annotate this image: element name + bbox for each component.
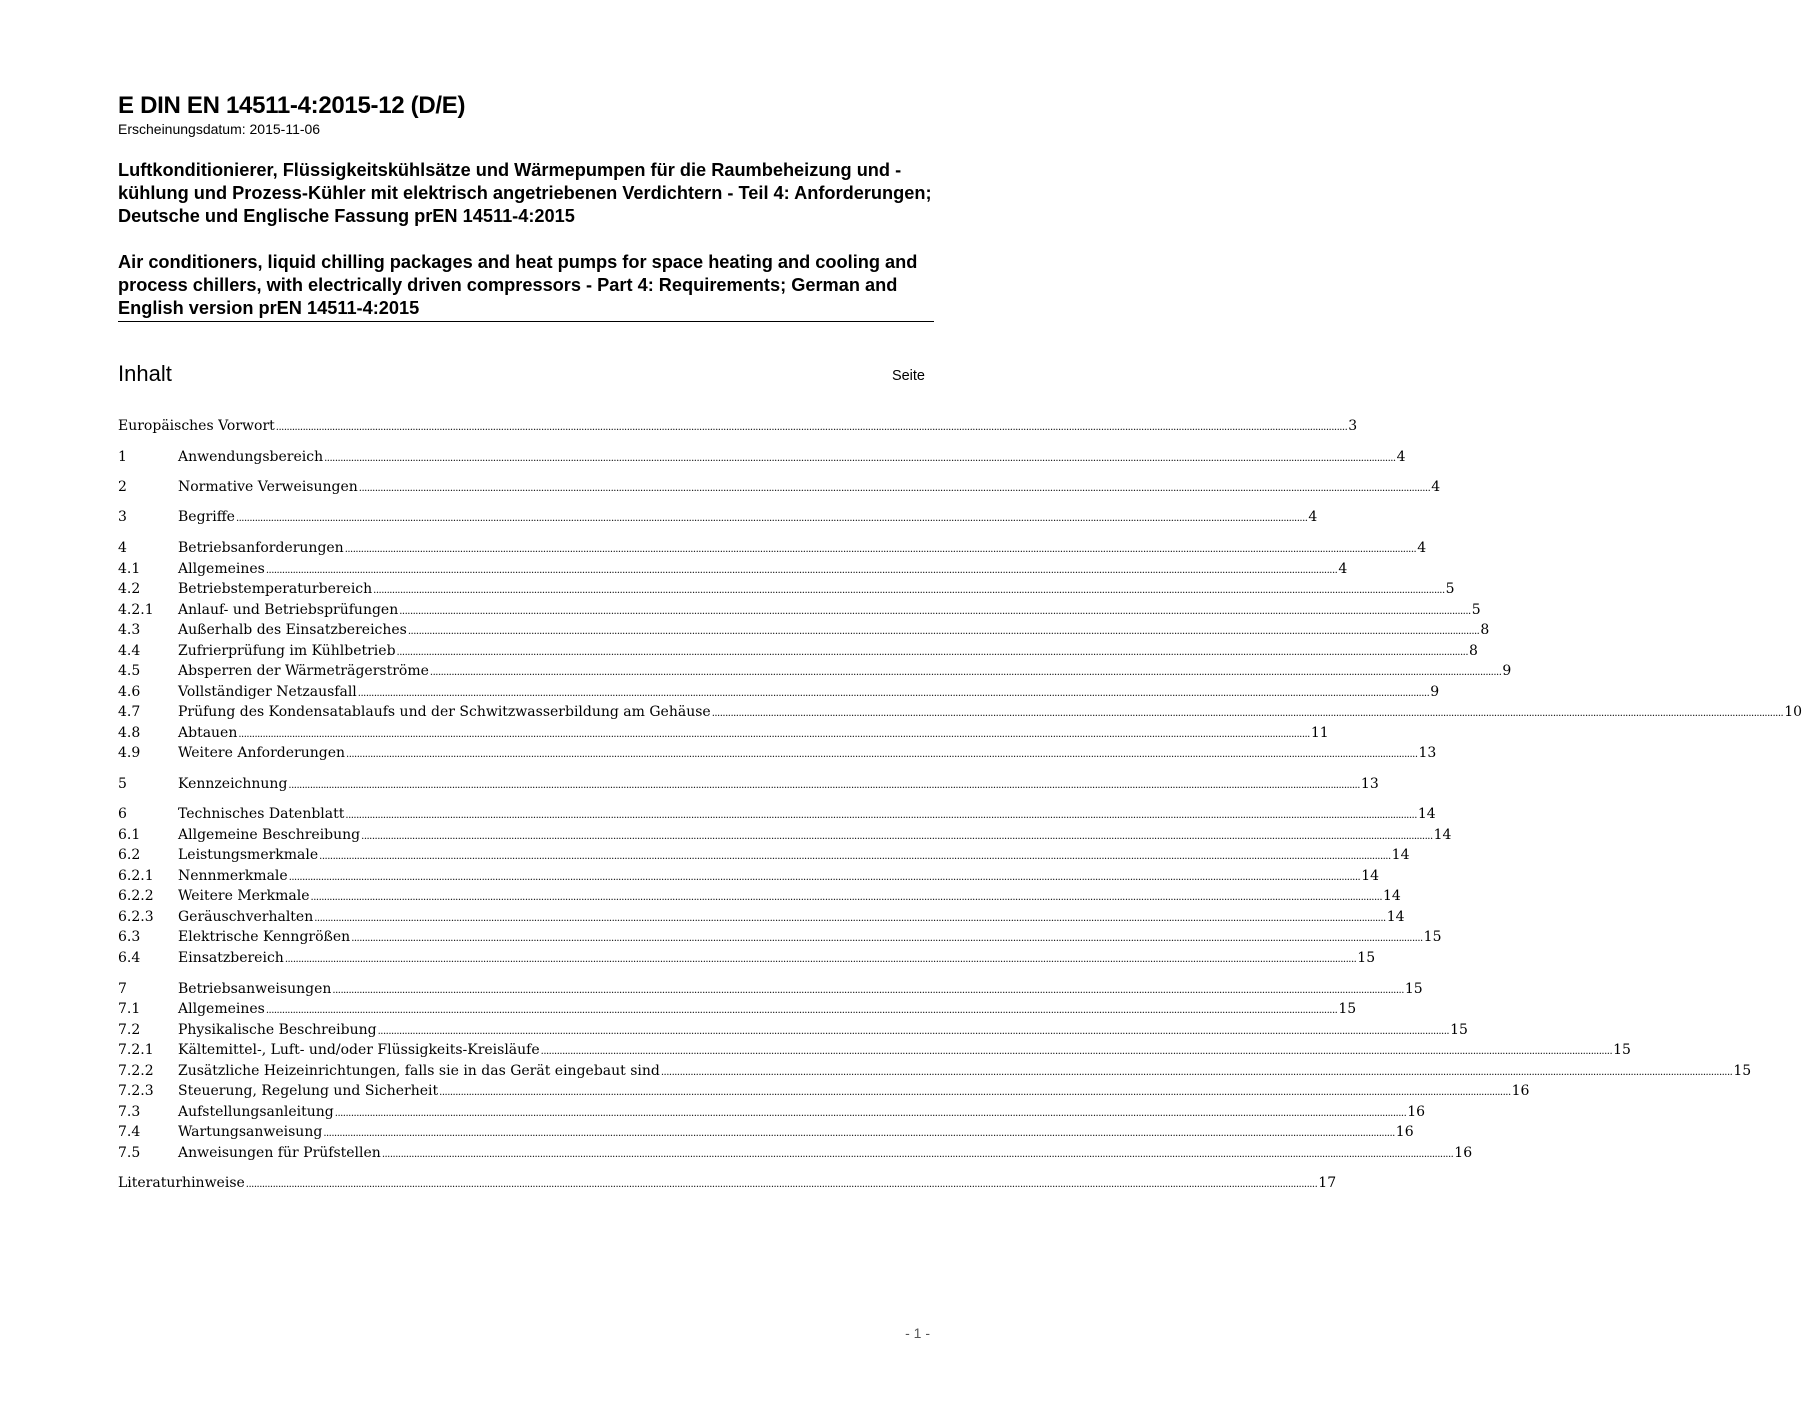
toc-entry-page: 16	[1395, 1124, 1414, 1140]
toc-entry-number: 6.2.2	[118, 888, 154, 904]
toc-leader-dots: ................................................................................................................................................................................................................................................................................................................................................................................................................	[429, 667, 1502, 678]
toc-entry-label: Geräuschverhalten	[178, 909, 314, 925]
toc-entry-label: Steuerung, Regelung und Sicherheit	[178, 1083, 439, 1099]
toc-entry[interactable]	[118, 684, 1440, 704]
toc-entry-label: Absperren der Wärmeträgerströme	[178, 663, 429, 679]
toc-entry[interactable]	[118, 643, 1478, 663]
toc-entry-label: Leistungsmerkmale	[178, 847, 319, 863]
toc-entry-page: 14	[1433, 827, 1452, 843]
toc-entry-label: Betriebsanforderungen	[178, 540, 344, 556]
toc-entry[interactable]	[118, 929, 1442, 949]
toc-entry-page: 9	[1502, 663, 1512, 679]
toc-entry-number: 4.7	[118, 704, 141, 720]
toc-leader-dots: ................................................................................................................................................................................................................................................................................................................................................................................................................	[381, 1149, 1454, 1160]
toc-entry-label: Weitere Anforderungen	[178, 745, 346, 761]
toc-entry-page: 16	[1511, 1083, 1530, 1099]
toc-entry[interactable]	[118, 622, 1490, 642]
toc-entry-number: 4.4	[118, 643, 141, 659]
toc-entry[interactable]	[118, 602, 1481, 622]
toc-entry-number: 6.1	[118, 827, 141, 843]
toc-leader-dots: ................................................................................................................................................................................................................................................................................................................................................................................................................	[265, 1005, 1338, 1016]
toc-entry-number: 4	[118, 540, 127, 556]
toc-leader-dots: ................................................................................................................................................................................................................................................................................................................................................................................................................	[377, 1026, 1450, 1037]
toc-entry[interactable]	[118, 540, 1427, 560]
toc-entry-number: 7.2.1	[118, 1042, 154, 1058]
toc-entry[interactable]	[118, 418, 1358, 438]
toc-entry-page: 14	[1417, 806, 1436, 822]
table-of-contents	[118, 0, 1802, 1403]
toc-entry-page: 13	[1418, 745, 1437, 761]
toc-entry-label: Aufstellungsanleitung	[178, 1104, 334, 1120]
toc-leader-dots: ................................................................................................................................................................................................................................................................................................................................................................................................................	[265, 565, 1338, 576]
title-english: Air conditioners, liquid chilling packages and heat pumps for space heating and cooling and process chillers, with electrically driven compressors - Part 4: Requirements; German and English version prEN 14511-4:2015	[118, 252, 918, 318]
toc-entry-page: 14	[1391, 847, 1410, 863]
toc-entry[interactable]	[118, 1063, 1752, 1083]
toc-entry[interactable]	[118, 827, 1452, 847]
toc-entry-label: Weitere Merkmale	[178, 888, 310, 904]
toc-leader-dots: ................................................................................................................................................................................................................................................................................................................................................................................................................	[344, 544, 1417, 555]
toc-entry-label: Normative Verweisungen	[178, 479, 358, 495]
toc-leader-dots: ................................................................................................................................................................................................................................................................................................................................................................................................................	[314, 913, 1386, 924]
page-number: - 1 -	[905, 1325, 930, 1341]
toc-entry-page: 13	[1360, 776, 1379, 792]
toc-entry-page: 8	[1469, 643, 1478, 659]
toc-entry-number: 4.3	[118, 622, 141, 638]
toc-entry-number: 6.2	[118, 847, 141, 863]
toc-entry-number: 6.2.1	[118, 868, 154, 884]
toc-entry-page: 4	[1431, 479, 1441, 495]
toc-entry-number: 2	[118, 479, 127, 495]
toc-entry-label: Zufrierprüfung im Kühlbetrieb	[178, 643, 396, 659]
toc-entry-label: Allgemeines	[178, 561, 265, 577]
toc-entry-number: 4.8	[118, 725, 141, 741]
toc-entry-page: 15	[1733, 1063, 1752, 1079]
toc-entry-number: 4.9	[118, 745, 141, 761]
toc-entry[interactable]	[118, 847, 1410, 867]
toc-entry-page: 14	[1386, 909, 1405, 925]
toc-entry[interactable]	[118, 509, 1318, 529]
toc-entry-number: 4.6	[118, 684, 141, 700]
toc-entry-page: 9	[1430, 684, 1440, 700]
toc-entry-number: 7.2.2	[118, 1063, 154, 1079]
publication-date: Erscheinungsdatum: 2015-11-06	[118, 121, 321, 137]
toc-entry-page: 4	[1396, 449, 1406, 465]
toc-leader-dots: ................................................................................................................................................................................................................................................................................................................................................................................................................	[334, 1108, 1407, 1119]
toc-leader-dots: ................................................................................................................................................................................................................................................................................................................................................................................................................	[284, 954, 1357, 965]
toc-leader-dots: ................................................................................................................................................................................................................................................................................................................................................................................................................	[361, 831, 1433, 842]
toc-entry[interactable]	[118, 663, 1512, 683]
toc-entry-label: Vollständiger Netzausfall	[178, 684, 357, 700]
toc-entry-page: 5	[1445, 581, 1455, 597]
toc-entry[interactable]	[118, 1175, 1337, 1195]
toc-entry-page: 14	[1383, 888, 1401, 904]
toc-entry-page: 3	[1348, 418, 1358, 434]
toc-entry-label: Betriebstemperaturbereich	[178, 581, 373, 597]
toc-entry-label: Allgemeine Beschreibung	[178, 827, 361, 843]
toc-leader-dots: ................................................................................................................................................................................................................................................................................................................................................................................................................	[540, 1046, 1613, 1057]
toc-entry[interactable]	[118, 888, 1401, 908]
toc-entry[interactable]	[118, 776, 1379, 796]
toc-entry-label: Abtauen	[178, 725, 238, 741]
toc-entry-page: 10	[1784, 704, 1802, 720]
toc-leader-dots: ................................................................................................................................................................................................................................................................................................................................................................................................................	[332, 985, 1404, 996]
toc-entry-label: Anwendungsbereich	[178, 449, 324, 465]
title-german: Luftkonditionierer, Flüssigkeitskühlsätze und Wärmepumpen für die Raumbeheizung und -kühlung und Prozess-Kühler mit elektrisch angetriebenen Verdichtern - Teil 4: Anforderungen; Deutsche und Englische Fassung prEN 14511-4:2015	[118, 160, 932, 226]
toc-entry-label: Kältemittel-, Luft- und/oder Flüssigkeits-Kreisläufe	[178, 1042, 540, 1058]
toc-leader-dots: ................................................................................................................................................................................................................................................................................................................................................................................................................	[346, 749, 1418, 760]
toc-entry[interactable]	[118, 806, 1436, 826]
toc-entry-number: 6.4	[118, 950, 141, 966]
toc-leader-dots: ................................................................................................................................................................................................................................................................................................................................................................................................................	[319, 851, 1391, 862]
toc-entry[interactable]	[118, 1124, 1414, 1144]
toc-entry-label: Kennzeichnung	[178, 776, 288, 792]
toc-entry-number: 4.2.1	[118, 602, 154, 618]
toc-entry-number: 7.2	[118, 1022, 141, 1038]
toc-entry[interactable]	[118, 561, 1348, 581]
toc-entry[interactable]	[118, 704, 1802, 724]
toc-entry-page: 15	[1450, 1022, 1468, 1038]
toc-entry-number: 4.5	[118, 663, 141, 679]
toc-entry[interactable]	[118, 981, 1423, 1001]
toc-entry-page: 8	[1480, 622, 1490, 638]
toc-entry[interactable]	[118, 725, 1329, 745]
toc-entry-page: 15	[1613, 1042, 1631, 1058]
toc-entry-page: 16	[1454, 1145, 1473, 1161]
toc-entry-number: 3	[118, 509, 127, 525]
toc-leader-dots: ................................................................................................................................................................................................................................................................................................................................................................................................................	[396, 647, 1469, 658]
toc-entry-number: 7.5	[118, 1145, 141, 1161]
toc-entry-page: 15	[1338, 1001, 1357, 1017]
toc-entry-number: 7.2.3	[118, 1083, 154, 1099]
toc-leader-dots: ................................................................................................................................................................................................................................................................................................................................................................................................................	[351, 933, 1423, 944]
toc-entry-number: 6	[118, 806, 127, 822]
toc-entry-label: Europäisches Vorwort	[118, 418, 275, 434]
toc-entry[interactable]	[118, 1042, 1631, 1062]
toc-entry-page: 15	[1404, 981, 1423, 997]
document-id: E DIN EN 14511-4:2015-12 (D/E)	[118, 92, 466, 119]
toc-entry-number: 5	[118, 776, 127, 792]
toc-entry-page: 15	[1423, 929, 1442, 945]
toc-entry-label: Technisches Datenblatt	[178, 806, 345, 822]
toc-leader-dots: ................................................................................................................................................................................................................................................................................................................................................................................................................	[660, 1067, 1733, 1078]
toc-page-column-label: Seite	[891, 368, 925, 384]
toc-entry[interactable]	[118, 1083, 1530, 1103]
toc-leader-dots: ................................................................................................................................................................................................................................................................................................................................................................................................................	[235, 513, 1308, 524]
toc-entry-page: 4	[1338, 561, 1348, 577]
toc-entry-page: 5	[1471, 602, 1481, 618]
toc-entry-number: 1	[118, 449, 127, 465]
toc-entry-page: 17	[1318, 1175, 1337, 1191]
toc-entry[interactable]	[118, 1001, 1357, 1021]
toc-entry[interactable]	[118, 581, 1455, 601]
toc-entry[interactable]	[118, 909, 1405, 929]
toc-entry[interactable]	[118, 1145, 1473, 1165]
toc-entry-label: Begriffe	[178, 509, 235, 525]
toc-entry-page: 14	[1361, 868, 1380, 884]
toc-leader-dots: ................................................................................................................................................................................................................................................................................................................................................................................................................	[288, 872, 1361, 883]
toc-entry-number: 4.2	[118, 581, 141, 597]
toc-leader-dots: ................................................................................................................................................................................................................................................................................................................................................................................................................	[323, 1128, 1395, 1139]
toc-entry[interactable]	[118, 479, 1441, 499]
toc-entry[interactable]	[118, 1104, 1426, 1124]
toc-entry-label: Elektrische Kenngrößen	[178, 929, 351, 945]
toc-entry-number: 4.1	[118, 561, 141, 577]
toc-entry-number: 6.2.3	[118, 909, 154, 925]
toc-entry-number: 7	[118, 981, 127, 997]
toc-leader-dots: ................................................................................................................................................................................................................................................................................................................................................................................................................	[711, 708, 1784, 719]
toc-leader-dots: ................................................................................................................................................................................................................................................................................................................................................................................................................	[399, 606, 1471, 617]
toc-entry-number: 7.4	[118, 1124, 141, 1140]
toc-leader-dots: ................................................................................................................................................................................................................................................................................................................................................................................................................	[275, 422, 1348, 433]
toc-entry[interactable]	[118, 449, 1406, 469]
toc-entry[interactable]	[118, 950, 1376, 970]
toc-entry-label: Außerhalb des Einsatzbereiches	[178, 622, 407, 638]
toc-entry-label: Betriebsanweisungen	[178, 981, 332, 997]
toc-entry-label: Allgemeines	[178, 1001, 265, 1017]
toc-entry-number: 6.3	[118, 929, 141, 945]
toc-leader-dots: ................................................................................................................................................................................................................................................................................................................................................................................................................	[238, 729, 1310, 740]
toc-entry-label: Einsatzbereich	[178, 950, 284, 966]
toc-entry-page: 4	[1308, 509, 1318, 525]
toc-entry-number: 7.3	[118, 1104, 141, 1120]
toc-leader-dots: ................................................................................................................................................................................................................................................................................................................................................................................................................	[358, 483, 1431, 494]
toc-leader-dots: ................................................................................................................................................................................................................................................................................................................................................................................................................	[245, 1179, 1318, 1190]
toc-leader-dots: ................................................................................................................................................................................................................................................................................................................................................................................................................	[324, 453, 1396, 464]
toc-leader-dots: ................................................................................................................................................................................................................................................................................................................................................................................................................	[345, 810, 1417, 821]
toc-leader-dots: ................................................................................................................................................................................................................................................................................................................................................................................................................	[439, 1087, 1511, 1098]
toc-entry-label: Nennmerkmale	[178, 868, 288, 884]
toc-entry-page: 15	[1357, 950, 1376, 966]
toc-leader-dots: ................................................................................................................................................................................................................................................................................................................................................................................................................	[407, 626, 1480, 637]
toc-entry-page: 11	[1310, 725, 1329, 741]
toc-entry-label: Prüfung des Kondensatablaufs und der Schwitzwasserbildung am Gehäuse	[178, 704, 711, 720]
toc-leader-dots: ................................................................................................................................................................................................................................................................................................................................................................................................................	[373, 585, 1445, 596]
toc-entry-label: Anweisungen für Prüfstellen	[178, 1145, 381, 1161]
toc-entry-label: Physikalische Beschreibung	[178, 1022, 377, 1038]
toc-entry[interactable]	[118, 745, 1437, 765]
toc-entry-label: Wartungsanweisung	[178, 1124, 323, 1140]
toc-entry-label: Literaturhinweise	[118, 1175, 245, 1191]
toc-entry-page: 4	[1417, 540, 1427, 556]
toc-entry-label: Zusätzliche Heizeinrichtungen, falls sie in das Gerät eingebaut sind	[178, 1063, 660, 1079]
toc-entry-page: 16	[1407, 1104, 1426, 1120]
toc-entry[interactable]	[118, 868, 1380, 888]
toc-entry-number: 7.1	[118, 1001, 141, 1017]
toc-heading: Inhalt	[118, 361, 172, 386]
toc-entry[interactable]	[118, 1022, 1468, 1042]
toc-entry-label: Anlauf- und Betriebsprüfungen	[178, 602, 399, 618]
toc-leader-dots: ................................................................................................................................................................................................................................................................................................................................................................................................................	[310, 892, 1383, 903]
toc-leader-dots: ................................................................................................................................................................................................................................................................................................................................................................................................................	[357, 688, 1430, 699]
toc-leader-dots: ................................................................................................................................................................................................................................................................................................................................................................................................................	[288, 780, 1360, 791]
